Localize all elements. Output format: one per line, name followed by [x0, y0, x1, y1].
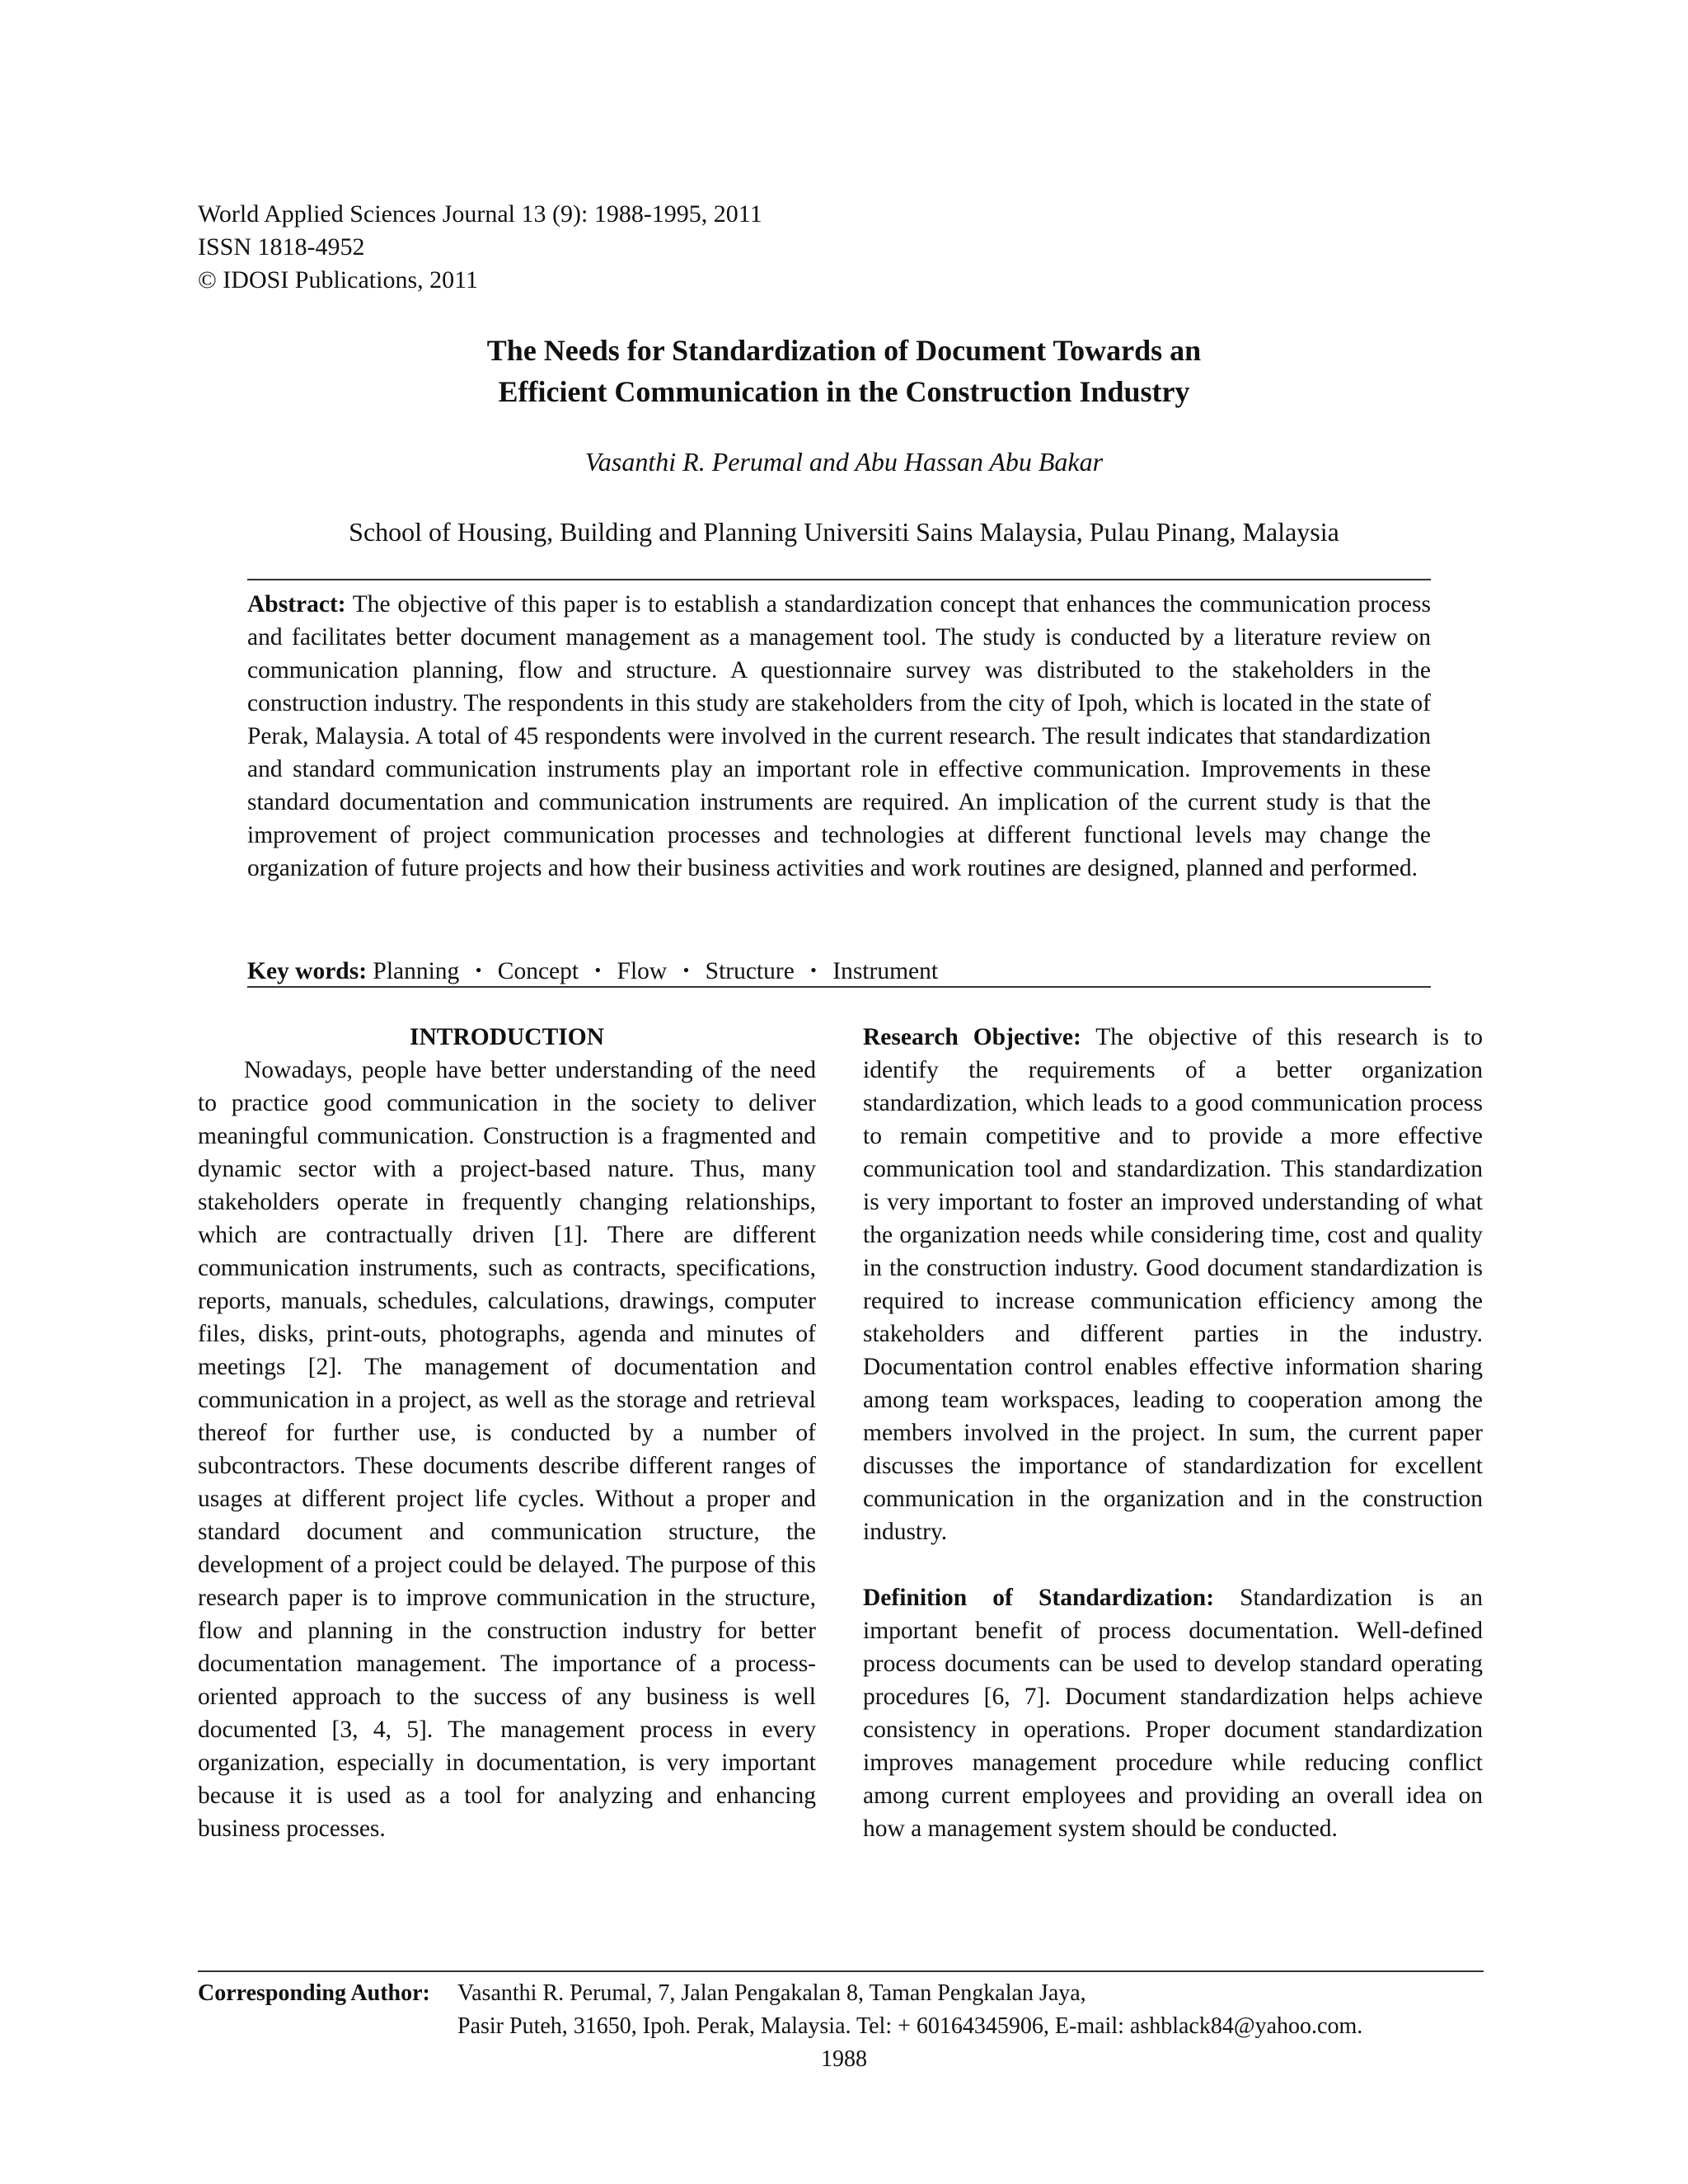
keywords-label: Key words:: [247, 958, 368, 984]
title-line-2: Efficient Communication in the Construction Industry: [498, 375, 1190, 408]
corresponding-author-label: Corresponding Author:: [198, 1980, 430, 2006]
keywords: [247, 954, 1431, 988]
page-number: 1988: [821, 2046, 867, 2072]
corresponding-author: [198, 1977, 1362, 2043]
research-objective-paragraph: [863, 1021, 1483, 1548]
abstract-text: The objective of this paper is to establish a standardization concept that enhances the communication process and facilitates better document management as a management tool. The study is conducted by a literature review on communication planning, flow and structure. A questionnaire survey was distributed to the stakeholders in the construction industry. The respondents in this study are stakeholders from the city of Ipoh, which is located in the state of Perak, Malaysia. A total of 45 respondents were involved in the current research. The result indicates that standardization and standard communication instruments play an important role in effective communication. Improvements in these standard documentation and communication instruments are required. An implication of the current study is that the improvement of project communication processes and technologies at different functional levels may change the organization of future projects and how their business activities and work routines are designed, planned and performed.: [247, 591, 1431, 881]
keyword-separator: •: [810, 960, 817, 980]
keyword-item: Flow: [617, 958, 668, 984]
keyword-item: Structure: [705, 958, 795, 984]
definition-label: Definition of Standardization:: [863, 1585, 1215, 1611]
definition-paragraph: [863, 1581, 1483, 1845]
journal-citation: World Applied Sciences Journal 13 (9): 1988-1995, 2011: [198, 200, 762, 228]
abstract-top-rule: [247, 579, 1431, 580]
corresponding-author-address: Vasanthi R. Perumal, 7, Jalan Pengakalan 8, Taman Pengkalan Jaya,: [457, 1980, 1086, 2006]
definition-text: Standardization is an important benefit of process documentation. Well-defined process documents can be used to develop standard operating procedures [6, 7]. Document standardization helps achieve consistency in operations. Proper document standardization improves management procedure while reducing conflict among current employees and providing an overall idea on how a management system should be conducted.: [863, 1585, 1483, 1842]
keyword-separator: •: [475, 960, 482, 980]
corresponding-author-contact: Pasir Puteh, 31650, Ipoh. Perak, Malaysia. Tel: + 60164345906, E-mail: ashblack84@yahoo.com.: [457, 2013, 1363, 2039]
authors: Vasanthi R. Perumal and Abu Hassan Abu Bakar: [584, 447, 1104, 477]
research-objective-text: The objective of this research is to identify the requirements of a better organization standardization, which leads to a good communication process to remain competitive and to provide a more effective communication tool and standardization. This standardization is very important to foster an improved understanding of what the organization needs while considering time, cost and quality in the construction industry. Good document standardization is required to increase communication efficiency among the stakeholders and different parties in the industry. Documentation control enables effective information sharing among team workspaces, leading to cooperation among the members involved in the project. In sum, the current paper discusses the importance of standardization for excellent communication in the organization and in the construction industry.: [863, 1024, 1483, 1545]
keywords-bottom-rule: [247, 986, 1431, 988]
footer-row-1: [198, 1977, 1362, 2010]
title-line-1: The Needs for Standardization of Document Towards an: [486, 334, 1202, 367]
keyword-item: Instrument: [832, 958, 939, 984]
abstract-label: Abstract:: [247, 591, 346, 618]
keyword-separator: •: [594, 960, 602, 980]
introduction-heading: INTRODUCTION: [409, 1024, 605, 1050]
keyword-item: Planning: [373, 958, 460, 984]
journal-header: [198, 198, 762, 297]
paragraph-gap: [863, 1548, 1483, 1581]
introduction-paragraph: Nowadays, people have better understanding of the need to practice good communication in the society to deliver meaningful communication. Construction is a fragmented and dynamic sector with a project-based nature. Thus, many stakeholders operate in frequently changing relationships, which are contractually driven [1]. There are different communication instruments, such as contracts, specifications, reports, manuals, schedules, calculations, drawings, computer files, disks, print-outs, photographs, agenda and minutes of meetings [2]. The management of documentation and communication in a project, as well as the storage and retrieval thereof for further use, is conducted by a number of subcontractors. These documents describe different ranges of usages at different project life cycles. Without a proper and standard document and communication structure, the development of a project could be delayed. The purpose of this research paper is to improve communication in the structure, flow and planning in the construction industry for better documentation management. The importance of a process-oriented approach to the success of any business is well documented [3, 4, 5]. The management process in every organization, especially in documentation, is very important because it is used as a tool for analyzing and enhancing business processes.: [198, 1057, 816, 1842]
paper-title: [0, 330, 1688, 412]
left-column: [198, 1021, 816, 1845]
journal-issn: ISSN 1818-4952: [198, 233, 365, 261]
journal-copyright: © IDOSI Publications, 2011: [198, 266, 479, 294]
footer-rule: [198, 1970, 1484, 1972]
keyword-item: Concept: [497, 958, 579, 984]
right-column: [863, 1021, 1483, 1845]
affiliation: School of Housing, Building and Planning Universiti Sains Malaysia, Pulau Pinang, Malaysia: [349, 517, 1339, 547]
research-objective-label: Research Objective:: [863, 1024, 1081, 1050]
keyword-separator: •: [682, 960, 690, 980]
abstract: [247, 588, 1431, 885]
